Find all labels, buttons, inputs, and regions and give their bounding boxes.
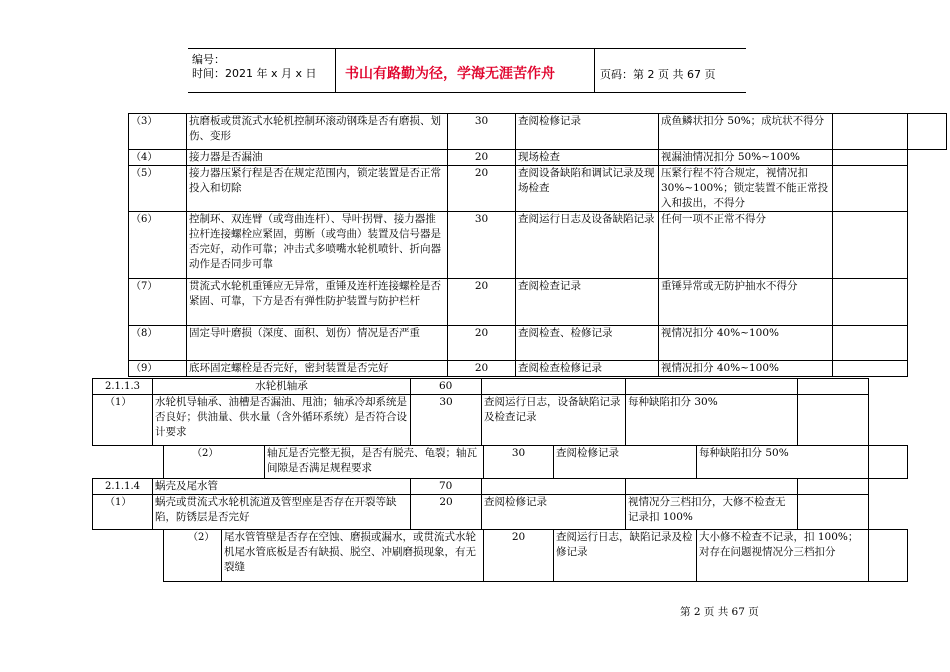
result-cell xyxy=(832,165,908,212)
scoring-criteria: 每种缺陷扣分 30% xyxy=(625,394,798,446)
section-code: 2.1.1.3 xyxy=(92,378,153,395)
item-number: （7） xyxy=(128,278,187,326)
header-top-rule xyxy=(188,48,746,49)
header-motto: 书山有路勤为径，学海无涯苦作舟 xyxy=(345,66,555,82)
scoring-criteria: 视情况分三档扣分，大修不检查无记录扣 100% xyxy=(625,494,798,530)
result-cell xyxy=(832,360,908,377)
section-title: 蜗壳及尾水管 xyxy=(152,478,411,495)
inspection-method: 查阅运行日志及设备缺陷记录 xyxy=(515,211,659,279)
item-score: 20 xyxy=(447,360,516,377)
result-cell xyxy=(832,325,908,361)
inspection-method: 现场检查 xyxy=(515,149,659,166)
item-number: （2） xyxy=(163,529,222,582)
inspection-item: 接力器压紧行程是否在规定范围内，锁定装置是否正常投入和切除 xyxy=(186,165,448,212)
item-number: （4） xyxy=(128,149,187,166)
item-score: 30 xyxy=(447,211,516,279)
item-score: 20 xyxy=(447,278,516,326)
scoring-criteria: 视情况扣分 40%~100% xyxy=(658,360,833,377)
item-number: （9） xyxy=(128,360,187,377)
inspection-method: 查阅设备缺陷和调试记录及现场检查 xyxy=(515,165,659,212)
section-score: 60 xyxy=(410,378,482,395)
result-cell xyxy=(797,494,869,530)
item-score: 20 xyxy=(447,165,516,212)
inspection-item: 轴瓦是否完整无损，是否有脱壳、龟裂；轴瓦间隙是否满足规程要求 xyxy=(264,445,484,479)
inspection-method: 查阅检查、检修记录 xyxy=(515,325,659,361)
item-score: 20 xyxy=(447,325,516,361)
item-score: 20 xyxy=(447,149,516,166)
item-number: （6） xyxy=(128,211,187,279)
inspection-item: 尾水管管壁是否存在空蚀、磨损或漏水，或贯流式水轮机尾水管底板是否有缺损、脱空、冲刷磨损现象，有无裂缝 xyxy=(221,529,484,582)
document-number-label: 编号： xyxy=(192,53,225,66)
scoring-criteria: 重锤异常或无防护抽水不得分 xyxy=(658,278,833,326)
inspection-item: 底环固定螺栓是否完好，密封装置是否完好 xyxy=(186,360,448,377)
header-divider-2 xyxy=(594,48,595,93)
scoring-criteria: 压紧行程不符合规定，视情况扣 30%~100%；锁定装置不能正常投入和拔出，不得分 xyxy=(658,165,833,212)
scoring-criteria: 成鱼鳞状扣分 50%；成坑状不得分 xyxy=(658,113,833,150)
inspection-method: 查阅检查记录 xyxy=(515,278,659,326)
result-cell xyxy=(832,113,908,150)
inspection-method: 查阅检修记录 xyxy=(481,494,626,530)
inspection-method: 查阅检修记录 xyxy=(553,445,697,479)
header-bottom-rule xyxy=(188,92,746,93)
inspection-method: 查阅运行日志，缺陷记录及检修记录 xyxy=(553,529,697,582)
section-code: 2.1.1.4 xyxy=(92,478,153,495)
scoring-criteria: 大小修不检查不记录，扣 100%；对存在问题视情况分三档扣分 xyxy=(696,529,869,582)
result-cell xyxy=(832,149,908,166)
item-number: （1） xyxy=(92,494,153,530)
item-number: （8） xyxy=(128,325,187,361)
inspection-method: 查阅运行日志，设备缺陷记录及检查记录 xyxy=(481,394,626,446)
item-number: （3） xyxy=(128,113,187,150)
inspection-item: 接力器是否漏油 xyxy=(186,149,448,166)
item-score: 30 xyxy=(447,113,516,150)
item-number: （1） xyxy=(92,394,153,446)
item-score: 30 xyxy=(410,394,482,446)
page-footer: 第 2 页 共 67 页 xyxy=(680,606,759,618)
section-blank xyxy=(481,378,626,395)
result-cell xyxy=(797,394,869,446)
section-blank xyxy=(481,478,626,495)
inspection-item: 蜗壳或贯流式水轮机流道及管型座是否存在开裂等缺陷，防锈层是否完好 xyxy=(152,494,411,530)
item-score: 20 xyxy=(410,494,482,530)
inspection-item: 固定导叶磨损（深度、面积、划伤）情况是否严重 xyxy=(186,325,448,361)
header-divider-1 xyxy=(335,48,336,93)
result-cell xyxy=(832,278,908,326)
item-number: （2） xyxy=(163,445,265,479)
document-date-label: 时间：2021 年 x 月 x 日 xyxy=(192,67,317,80)
page-number-label: 页码：第 2 页 共 67 页 xyxy=(600,68,716,81)
section-blank xyxy=(625,378,798,395)
result-cell xyxy=(832,211,908,279)
scoring-criteria: 任何一项不正常不得分 xyxy=(658,211,833,279)
scoring-criteria: 视漏油情况扣分 50%~100% xyxy=(658,149,833,166)
result-cell xyxy=(868,529,908,582)
remark-cell xyxy=(907,113,947,150)
section-score: 70 xyxy=(410,478,482,495)
inspection-method: 查阅检修记录 xyxy=(515,113,659,150)
inspection-method: 查阅检查检修记录 xyxy=(515,360,659,377)
scoring-criteria: 每种缺陷扣分 50% xyxy=(696,445,869,479)
inspection-item: 抗磨板或贯流式水轮机控制环滚动钢珠是否有磨损、划伤、变形 xyxy=(186,113,448,150)
inspection-item: 贯流式水轮机重锤应无异常，重锤及连杆连接螺栓是否紧固、可靠，下方是否有弹性防护装置与防护栏杆 xyxy=(186,278,448,326)
item-score: 20 xyxy=(483,529,554,582)
item-number: （5） xyxy=(128,165,187,212)
result-cell xyxy=(868,445,908,479)
section-blank xyxy=(625,478,798,495)
section-blank xyxy=(797,478,869,495)
item-score: 30 xyxy=(483,445,554,479)
inspection-item: 控制环、双连臂（或弯曲连杆）、导叶拐臂、接力器推拉杆连接螺栓应紧固，剪断（或弯曲）装置及信号器是否完好，动作可靠；冲击式多喷嘴水轮机喷针、折向器动作是否同步可靠 xyxy=(186,211,448,279)
section-title: 水轮机轴承 xyxy=(152,378,411,395)
section-blank xyxy=(797,378,869,395)
inspection-item: 水轮机导轴承、油槽是否漏油、甩油；轴承冷却系统是否良好；供油量、供水量（含外循环系统）是否符合设计要求 xyxy=(152,394,411,446)
scoring-criteria: 视情况扣分 40%~100% xyxy=(658,325,833,361)
